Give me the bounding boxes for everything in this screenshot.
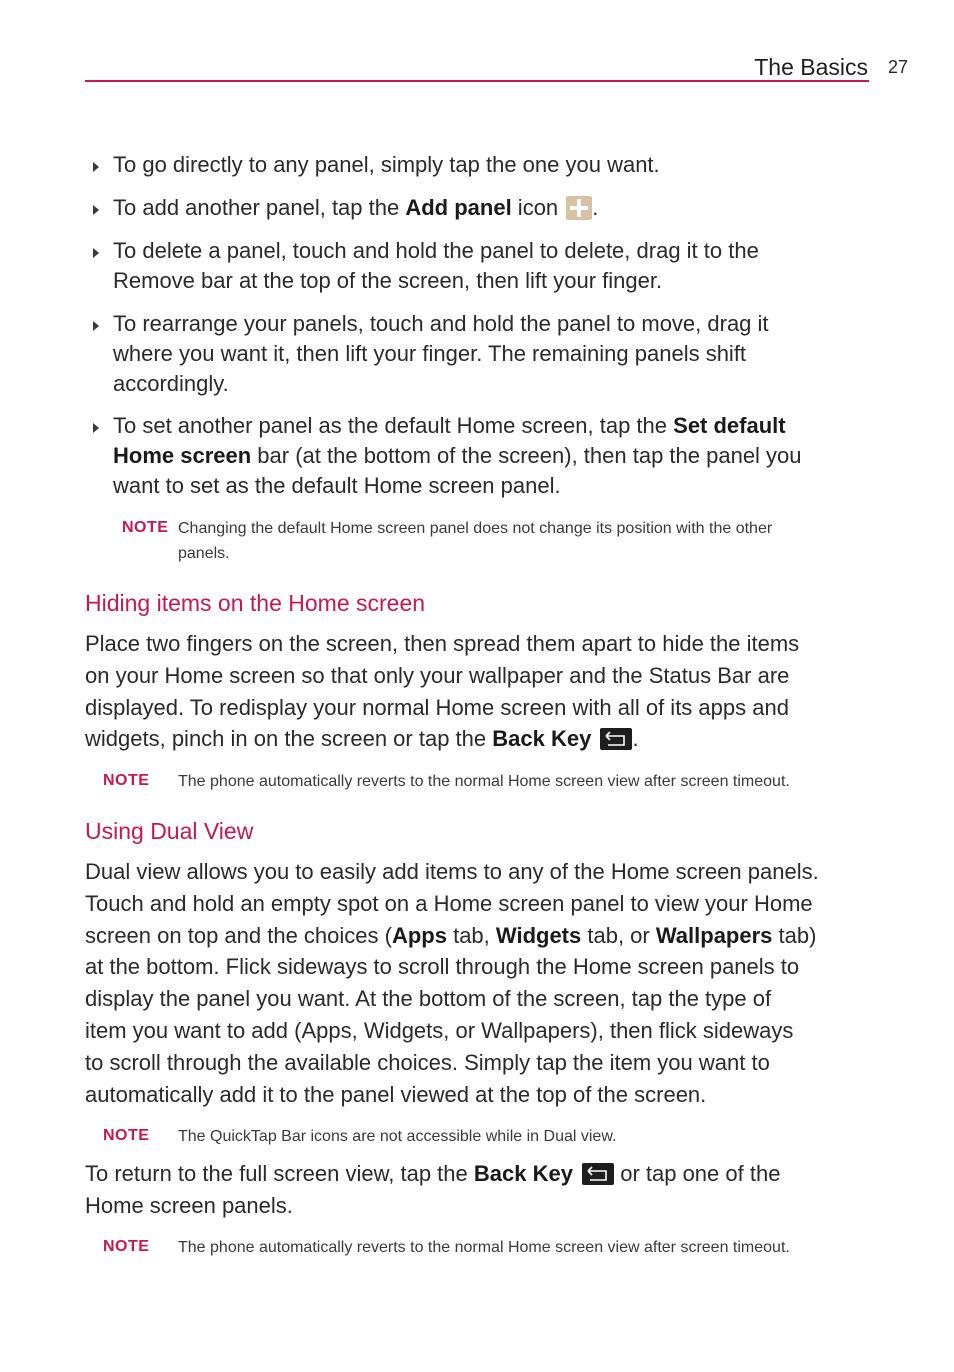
paragraph-text: screen on top and the choices ( [85,922,392,948]
paragraph-text: tab, [446,922,496,948]
bullet-text: To add another panel, tap the [113,195,406,220]
bullet-text: want to set as the default Home screen panel. [113,473,561,498]
paragraph-line: Home screen panels. [85,1192,293,1218]
page-number: 27 [888,57,909,77]
bullet-arrow-icon [93,321,99,331]
return-paragraph [85,1158,885,1222]
add-panel-label: Add panel [405,195,512,220]
wallpapers-tab-label: Wallpapers [655,922,773,948]
note-label: NOTE [122,519,169,536]
bullet-arrow-icon [93,205,99,215]
bullet-item [113,193,598,223]
widgets-tab-label: Widgets [495,922,582,948]
bullet-item [113,150,660,180]
note-label: NOTE [103,1238,150,1255]
paragraph-line: to scroll through the available choices. Simply tap the item you want to [85,1049,770,1075]
bullet-item [113,411,802,501]
section-header-title: The Basics [754,54,868,80]
bullet-text: To delete a panel, touch and hold the panel to delete, drag it to the [113,238,759,263]
paragraph-line: displayed. To redisplay your normal Home screen with all of its apps and [85,694,789,720]
back-key-icon [600,728,632,750]
bullet-arrow-icon [93,423,99,433]
bullet-text: bar (at the bottom of the screen), then tap the panel you [251,443,802,468]
bullet-item [113,236,759,296]
bullet-text: . [592,195,599,220]
note-line: Changing the default Home screen panel does not change its position with the other [178,520,773,537]
header-divider [85,80,869,82]
section-title-dual-view: Using Dual View [85,818,254,844]
note-text: The QuickTap Bar icons are not accessible while in Dual view. [178,1128,617,1145]
back-key-icon [582,1163,614,1185]
paragraph-text: . [632,726,639,752]
note-label: NOTE [103,772,150,789]
paragraph-line: Place two fingers on the screen, then spread them apart to hide the items [85,631,800,656]
paragraph-line: Touch and hold an empty spot on a Home screen panel to view your Home [85,890,813,916]
back-key-label: Back Key [492,726,592,752]
bullet-text: To rearrange your panels, touch and hold the panel to move, drag it [113,311,769,336]
section-title-hiding-items: Hiding items on the Home screen [85,590,426,616]
bullet-text: To go directly to any panel, simply tap the one you want. [113,152,660,177]
bullet-item [113,309,769,399]
paragraph-text: To return to the full screen view, tap the [85,1161,474,1186]
dual-view-paragraph [85,856,885,1110]
paragraph-line: Dual view allows you to easily add items to any of the Home screen panels. [85,859,819,884]
bullet-arrow-icon [93,248,99,258]
back-key-label: Back Key [473,1161,573,1186]
paragraph-line: at the bottom. Flick sideways to scroll through the Home screen panels to [85,954,800,980]
bullet-text: where you want it, then lift your finger. The remaining panels shift [113,341,747,366]
bullet-text: To set another panel as the default Home screen, tap the [113,413,674,438]
bullet-arrow-icon [93,162,99,172]
note-text: The phone automatically reverts to the normal Home screen view after screen timeout. [178,773,790,790]
bullet-text: icon [511,195,559,220]
set-default-label: Set default [673,413,786,438]
paragraph-line: on your Home screen so that only your wallpaper and the Status Bar are [85,662,790,688]
paragraph-text: tab, or [581,922,656,948]
add-panel-icon [566,196,592,220]
paragraph-text: or tap one of the [614,1161,781,1186]
hiding-items-paragraph [85,628,885,755]
note-text: The phone automatically reverts to the normal Home screen view after screen timeout. [178,1239,790,1256]
note-label: NOTE [103,1127,150,1144]
paragraph-text: tab) [772,922,817,948]
paragraph-line: automatically add it to the panel viewed at the top of the screen. [85,1081,707,1107]
bullet-text: Remove bar at the top of the screen, then lift your finger. [113,268,663,293]
paragraph-line: item you want to add (Apps, Widgets, or Wallpapers), then flick sideways [85,1017,794,1043]
home-screen-label: Home screen [113,443,252,468]
paragraph-line: display the panel you want. At the bottom of the screen, tap the type of [85,986,772,1012]
note-line: panels. [178,545,230,562]
paragraph-text: widgets, pinch in on the screen or tap the [85,726,493,752]
apps-tab-label: Apps [391,922,447,948]
note-text [178,516,772,566]
bullet-text: accordingly. [113,371,229,396]
